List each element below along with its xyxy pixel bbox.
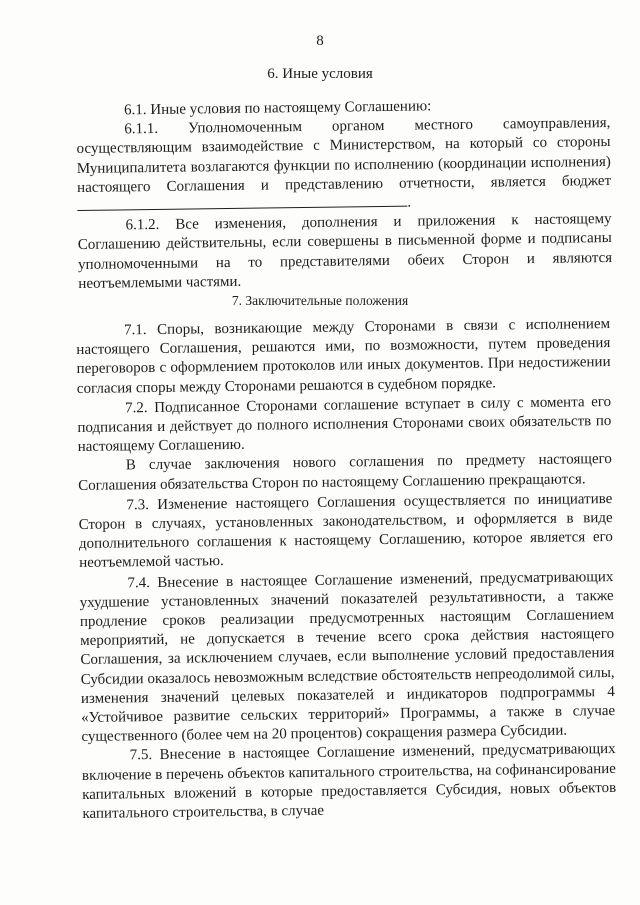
paragraph-6-1-1 bbox=[76, 114, 611, 217]
section-6-body bbox=[76, 95, 612, 294]
paragraph-6-1: 6.1. Иные условия по настоящему Соглашению: bbox=[124, 98, 432, 119]
blank-fill-line bbox=[77, 194, 407, 211]
section-6-title: 6. Иные условия bbox=[267, 66, 373, 82]
paragraph-7-3: 7.3. Изменение настоящего Соглашения осуществляется по инициативе Сторон в случаях, установленных законодательством, и оформляется в виде дополнительного соглашения к настоящему Соглашению, которое является его неотъемлемой частью. bbox=[78, 490, 613, 572]
paragraph-7-2-continued: В случае заключения нового соглашения по предмету настоящего Соглашения обязательства Сторон по настоящему Соглашению прекращаются. bbox=[78, 451, 612, 494]
paragraph-6-1-1-text: 6.1.1. Уполномоченным органом местного самоуправления, осуществляющим взаимодействие с Министерством, на который со стороны Муниципалитета возлагаются функции по исполнению (координации исполнения) настоящего Соглашения и представлению отчетности, является бюджет bbox=[76, 115, 612, 196]
section-7-body bbox=[76, 315, 617, 824]
paragraph-7-4: 7.4. Внесение в настоящее Соглашение изменений, предусматривающих ухудшение установленных значений показателей результативности, а также продление сроков реализации предусмотренных настоящим Соглашением мероприятий, не допускается в течение всего срока действия настоящего Соглашения, за исключением случаев, если выполнение условий предоставления Субсидии оказалось невозможным вследствие обстоятельств непреодолимой силы, изменения значений целевых показателей и индикаторов подпрограммы 4 «Устойчивое развитие сельских территорий» Программы, а также в случае существенного (более чем на 20 процентов) сокращения размера Субсидии. bbox=[79, 568, 616, 746]
page-number: 8 bbox=[316, 33, 324, 49]
paragraph-6-1-2: 6.1.2. Все изменения, дополнения и приложения к настоящему Соглашению действительны, если совершены в письменной форме и подписаны уполномоченными на то представителями обеих Сторон и являются неотъемлемыми частями. bbox=[77, 211, 613, 292]
paragraph-6-1-1-end: . bbox=[407, 194, 412, 211]
paragraph-7-2: 7.2. Подписанное Сторонами соглашение вступает в силу с момента его подписания и действует до полного исполнения Сторонами своих обязательств по настоящему Соглашению. bbox=[77, 393, 612, 456]
paragraph-7-5: 7.5. Внесение в настоящее Соглашение изменений, предусматривающих включение в перечень объектов капитального строительства, на софинансирование капитальных вложений в которые предоставляется Субсидия, новых объектов капитального строительства, в случае bbox=[81, 741, 617, 823]
section-7-title: 7. Заключительные положения bbox=[231, 293, 409, 308]
paragraph-7-1: 7.1. Споры, возникающие между Сторонами в связи с исполнением настоящего Соглашения, решаются ими, по возможности, путем проведения переговоров с оформлением протоколов или иных документов. При недостижении согласия споры между Сторонами решаются в судебном порядке. bbox=[76, 316, 611, 397]
